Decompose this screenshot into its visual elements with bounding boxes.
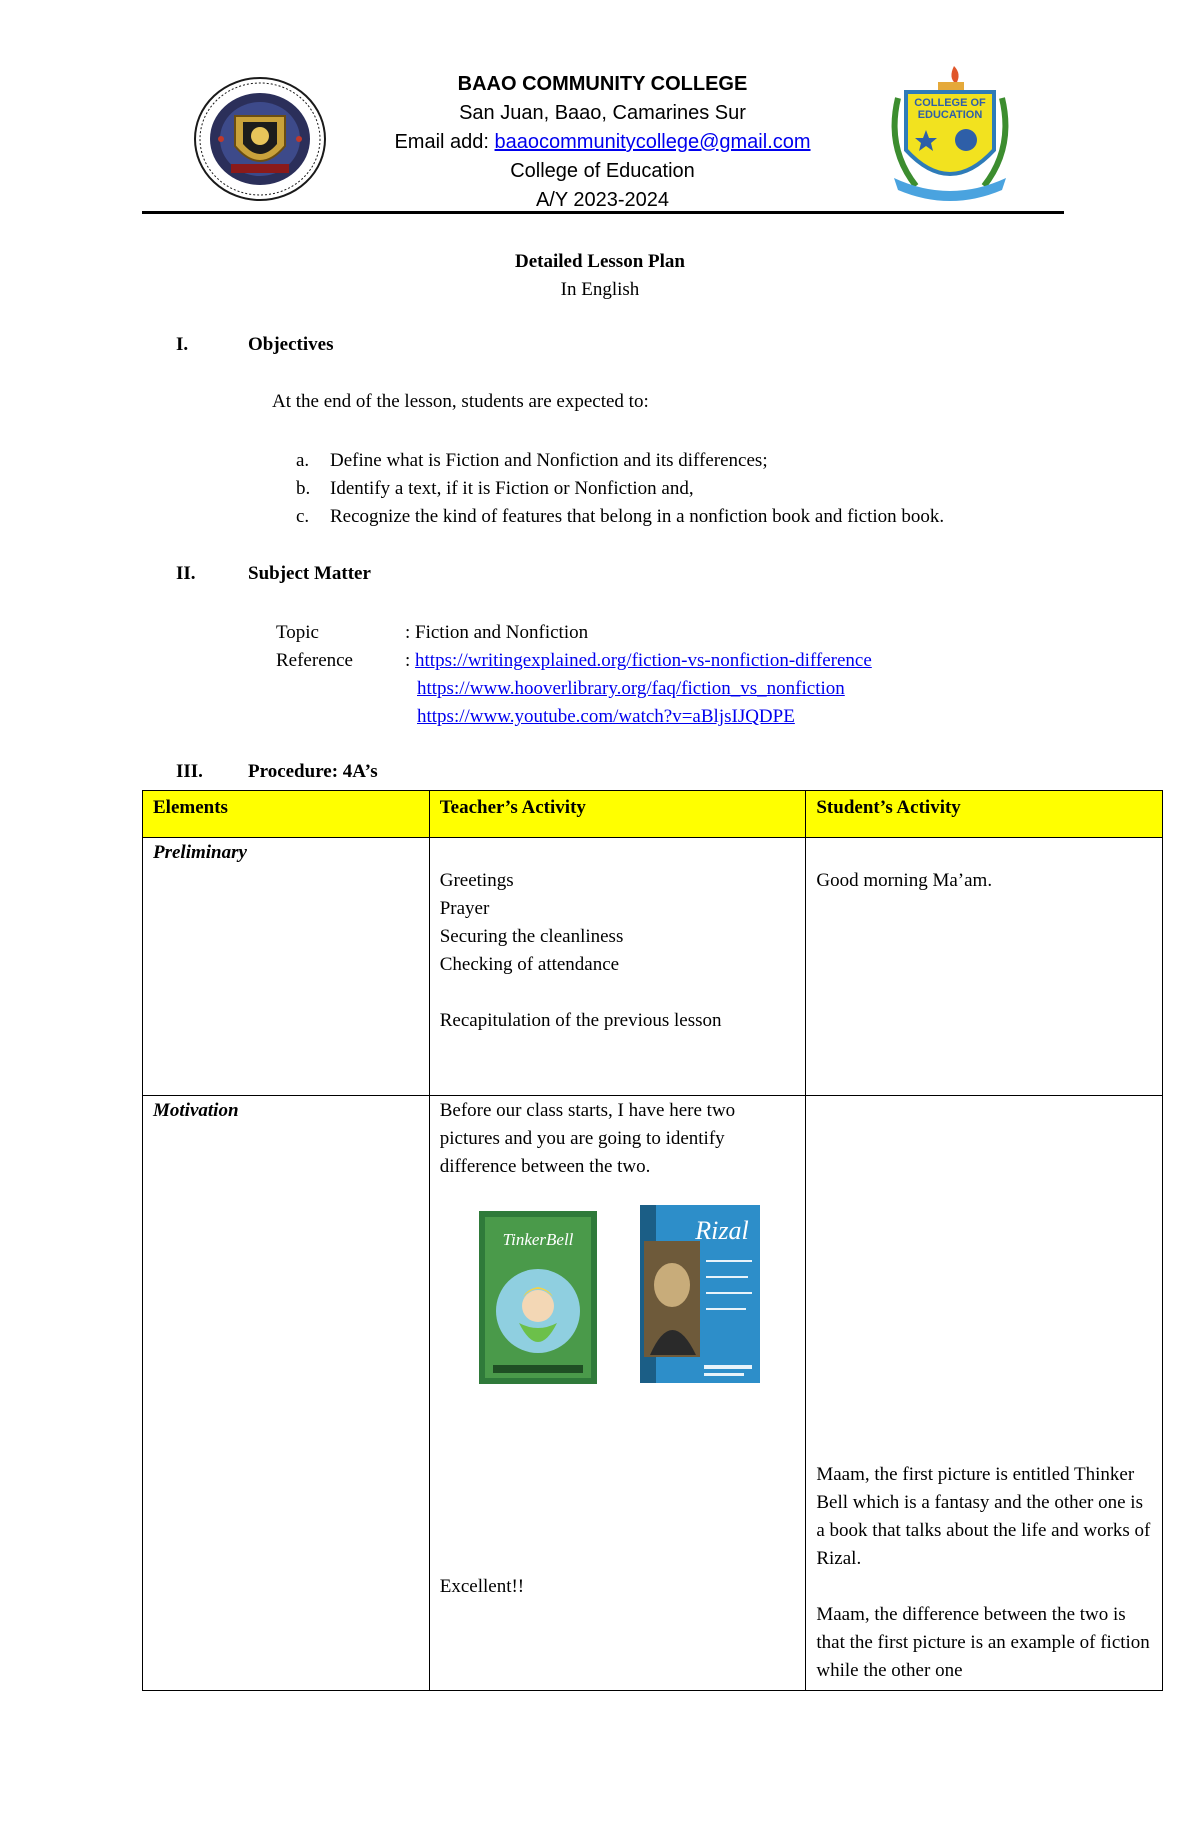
page-title: Detailed Lesson Plan <box>515 251 685 272</box>
rizal-book-cover-icon <box>640 1205 760 1383</box>
column-header-elements: Elements <box>143 791 430 838</box>
teacher-line: Before our class starts, I have here two pictures and you are going to identify difference between the two. <box>439 1100 736 1177</box>
student-line: Good morning Ma’am. <box>816 870 993 891</box>
email-line <box>330 128 875 157</box>
column-header-student: Student’s Activity <box>806 791 1163 838</box>
teacher-line: Recapitulation of the previous lesson <box>439 1010 722 1031</box>
teacher-activity-cell <box>429 1096 806 1691</box>
section-title: Objectives <box>248 334 334 355</box>
college-of-education-seal-icon <box>876 58 1024 208</box>
student-activity-cell <box>806 838 1163 1096</box>
right-logo-line-1: COLLEGE OF <box>914 97 986 109</box>
teacher-line: Prayer <box>439 898 490 919</box>
book2-title: Rizal <box>695 1216 749 1245</box>
baao-community-college-seal-icon <box>193 76 327 202</box>
topic-value: : Fiction and Nonfiction <box>405 622 589 643</box>
student-activity-cell <box>806 1096 1163 1691</box>
objectives-intro: At the end of the lesson, students are expected to: <box>272 391 649 412</box>
academic-year: A/Y 2023-2024 <box>535 189 670 211</box>
teacher-line: Greetings <box>439 870 514 891</box>
reference-link-1[interactable]: https://writingexplained.org/fiction-vs-nonfiction-difference <box>415 650 872 671</box>
tinker-bell-book-cover-icon <box>479 1211 597 1384</box>
topic-label: Topic <box>276 622 319 643</box>
table-header-row <box>143 791 1163 838</box>
reference-link-3[interactable]: https://www.youtube.com/watch?v=aBljsIJQDPE <box>417 706 795 727</box>
list-text: Recognize the kind of features that belong in a nonfiction book and fiction book. <box>330 506 945 527</box>
list-letter: c. <box>296 506 310 527</box>
header-rule <box>142 211 1064 214</box>
table-row <box>143 1096 1163 1691</box>
book1-title: TinkerBell <box>502 1230 574 1249</box>
table-row <box>143 838 1163 1096</box>
page-subtitle: In English <box>560 279 640 300</box>
list-text: Identify a text, if it is Fiction or Nonfiction and, <box>330 478 694 499</box>
element-label: Motivation <box>153 1100 239 1121</box>
column-header-teacher: Teacher’s Activity <box>429 791 806 838</box>
list-letter: b. <box>296 478 311 499</box>
procedure-table <box>142 790 1163 1691</box>
teacher-line: Securing the cleanliness <box>439 926 624 947</box>
teacher-activity-cell <box>429 838 806 1096</box>
student-line: Maam, the first picture is entitled Thinker Bell which is a fantasy and the other one is a book that talks about the life and works of Rizal. <box>816 1464 1151 1569</box>
teacher-line: Checking of attendance <box>439 954 620 975</box>
department: College of Education <box>510 160 695 182</box>
email-link[interactable]: baaocommunitycollege@gmail.com <box>494 131 811 153</box>
lesson-title-block <box>0 248 1200 304</box>
reference-link-2[interactable]: https://www.hooverlibrary.org/faq/fiction_vs_nonfiction <box>417 678 845 699</box>
book-covers <box>440 1211 796 1391</box>
list-text: Define what is Fiction and Nonfiction and its differences; <box>330 450 768 471</box>
email-label: Email add: <box>394 131 495 153</box>
section-title: Subject Matter <box>248 563 371 584</box>
college-address: San Juan, Baao, Camarines Sur <box>459 102 746 124</box>
section-number: II. <box>176 563 196 584</box>
reference-prefix: : <box>405 650 416 671</box>
teacher-line: Excellent!! <box>439 1576 525 1597</box>
right-logo-line-2: EDUCATION <box>917 109 983 121</box>
element-label: Preliminary <box>153 842 247 863</box>
reference-label: Reference <box>276 650 353 671</box>
section-number: III. <box>176 761 203 782</box>
section-title: Procedure: 4A’s <box>248 761 378 782</box>
section-number: I. <box>176 334 189 355</box>
college-name: BAAO COMMUNITY COLLEGE <box>457 73 748 95</box>
list-letter: a. <box>296 450 310 471</box>
student-line: Maam, the difference between the two is that the first picture is an example of fiction while the other one <box>816 1604 1150 1681</box>
